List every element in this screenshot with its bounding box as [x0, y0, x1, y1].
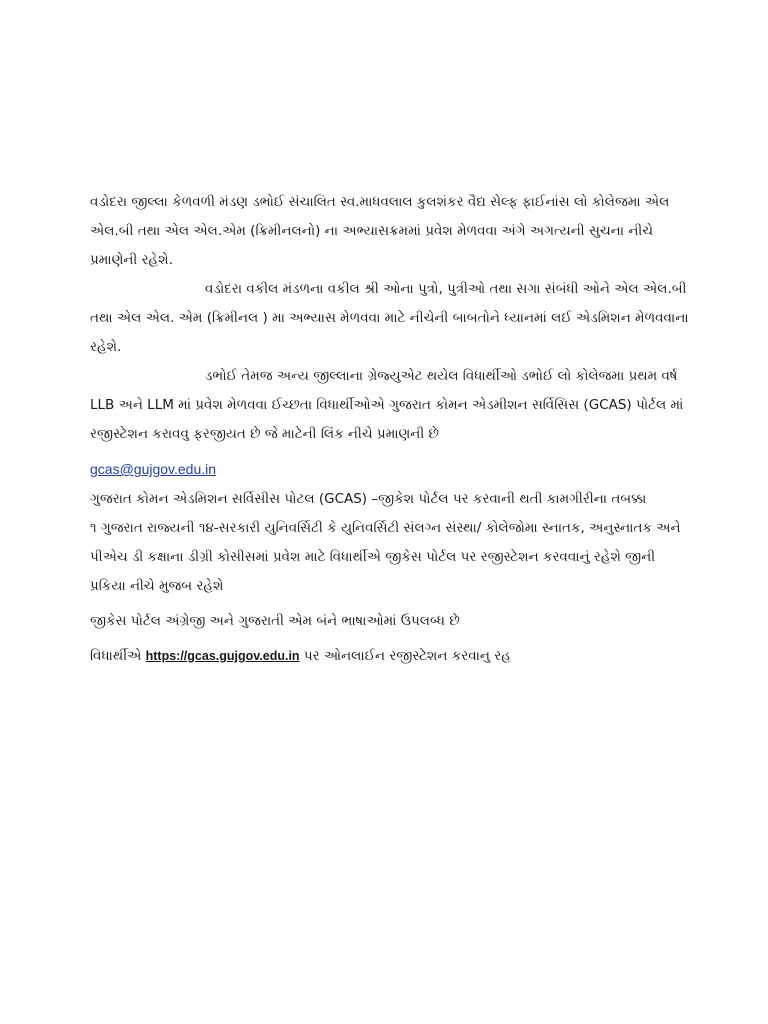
email-line: [90, 455, 690, 485]
gcas-email-link[interactable]: gcas@gujgov.edu.in: [90, 461, 217, 477]
step-1-paragraph: ૧ ગુજરાત રાજ્યની ૧૪-સરકારી યુનિવર્સિટી કે યુનિવર્સિટી સંલગ્ન સંસ્થા/ કોલેજોમા સ્નાતક, અનુસ્નાતક અને પીએચ ડી કક્ષાના ડીગ્રી કોસીસમાં પ્રવેશ માટે વિધાર્થીએ જીકેસ પોર્ટલ પર રજીસ્ટેશન કરવવાનું રહેશે જીની પ્રકિયા નીચે મુજબ રહેશે: [90, 520, 681, 594]
registration-suffix: પર ઓનલાઈન રજીસ્ટેશન કરવાનુ રહ: [303, 648, 511, 664]
language-availability-paragraph: જીકેસ પોર્ટલ અંગ્રેજી અને ગુજરાતી એમ બંને ભાષાઓમાં ઉપલબ્ધ છે: [90, 613, 460, 629]
bar-association-paragraph: વડોદરા વકીલ મંડળના વકીલ શ્રી ઓના પુત્રો, પુત્રીઓ તથા સગા સંબંધી ઓને એલ એલ.બી તથા એલ એલ. એમ (ક્રિમીનલ ) મા અભ્યાસ મેળવવા માટે નીચેની બાબતોને ધ્યાનમાં લઈ એડમિશન મેળવવાના રહેશે.: [90, 281, 689, 355]
gcas-registration-paragraph: ડભોઈ તેમજ અન્ય જીલ્લાના ગ્રેજ્યુએટ થયેલ વિધાર્થીઓ ડભોઈ લો કોલેજમા પ્રથમ વર્ષ LLB અને LLM માં પ્રવેશ મેળવવા ઈચ્છતા વિધાર્થીઓએ ગુજરાત કોમન એડમીશન સર્વિસિસ (GCAS) પોર્ટલ માં રજીસ્ટેશન કરાવવુ ફરજીયત છે જે માટેની લિંક નીચે પ્રમાણની છે: [90, 368, 684, 442]
online-registration-paragraph: [90, 642, 690, 671]
gcas-portal-link[interactable]: https://gcas.gujgov.edu.in: [145, 649, 300, 663]
gcas-steps-heading: ગુજરાત કોમન એડમિશન સર્વિસીસ પોટલ (GCAS) –જીકેશ પોર્ટલ પર કરવાની થતી કામગીરીના તબક્કા: [90, 491, 647, 507]
registration-prefix: વિધાર્થીએ: [90, 648, 142, 664]
document-body: [90, 188, 690, 671]
intro-paragraph: વડોદરા જીલ્લા કેળવળી મંડણ ડભોઈ સંચાલિત સ્વ.માધવલાલ કુલશંકર વૈદ્ય સેલ્ફ ફાઈનાંસ લો કોલેજમા એલ એલ.બી તથા એલ એલ.એમ (ક્રિમીનલનો) ના અભ્યાસક્રમમાં પ્રવેશ મેળવવા અંગે અગત્યની સુચના નીચે પ્રમાણેની રહેશે.: [90, 194, 670, 268]
